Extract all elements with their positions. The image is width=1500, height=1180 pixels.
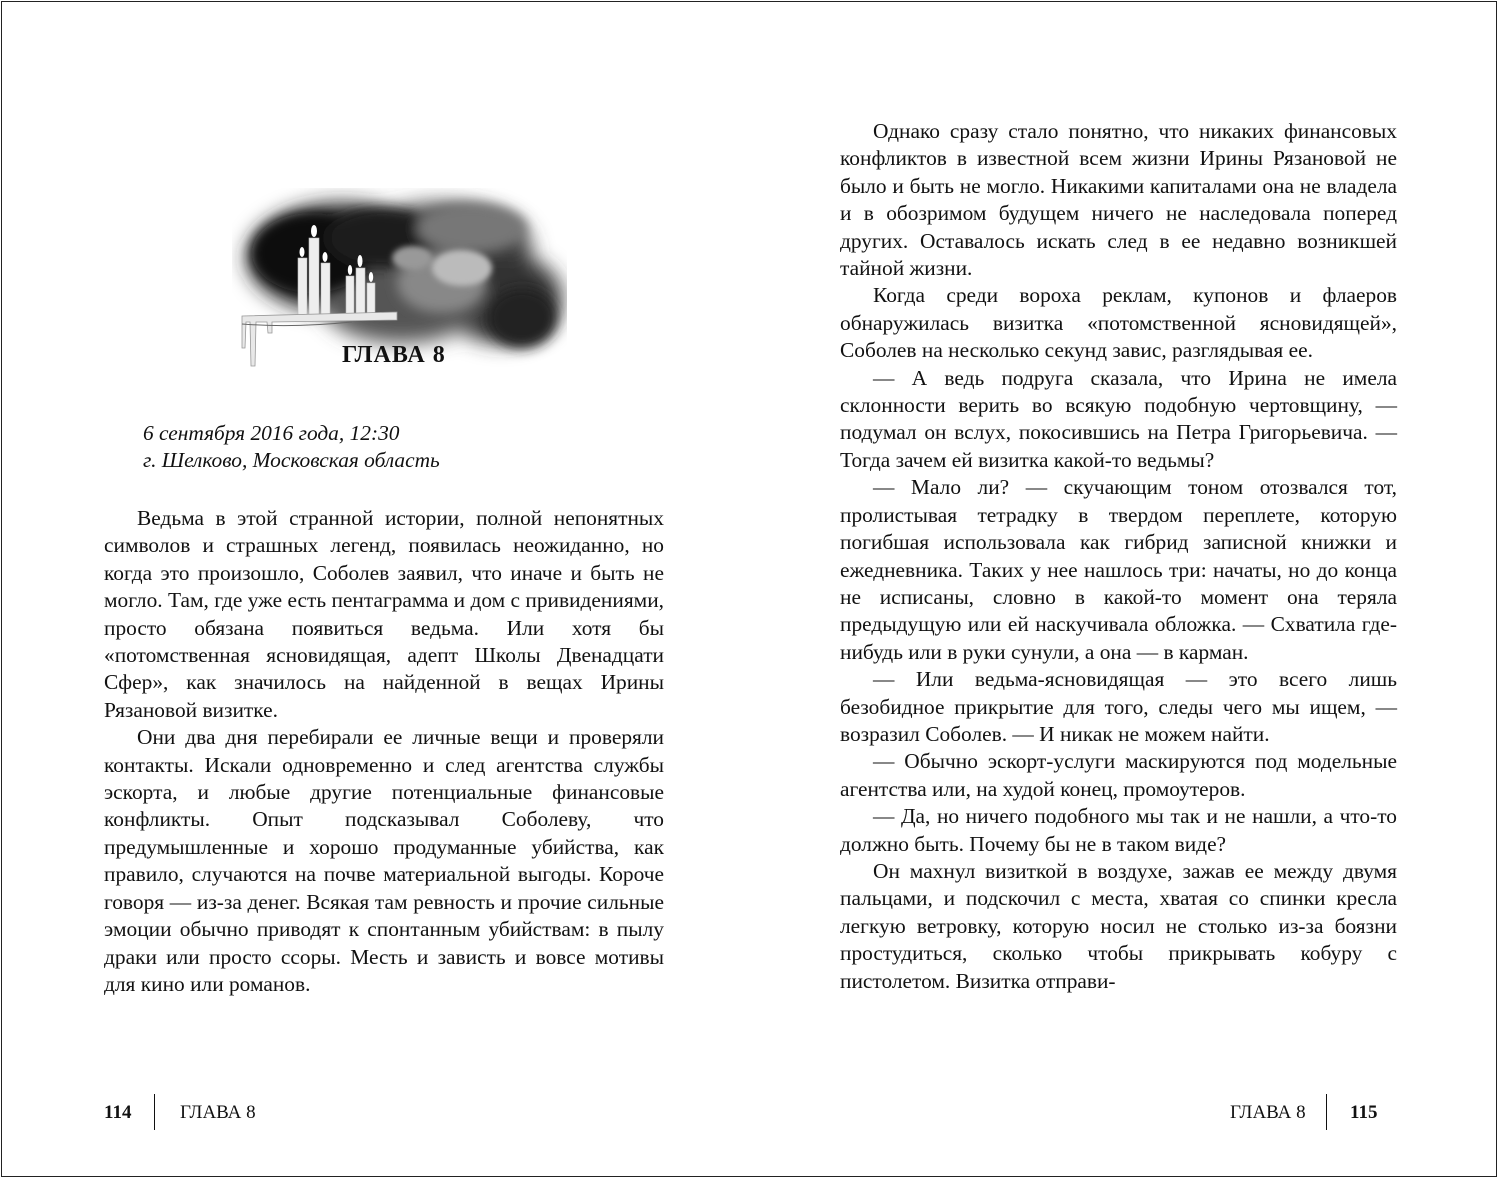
- paragraph: — Обычно эскорт-услуги маскируются под модельные агентства или, на худой конец, промоутеров.: [840, 749, 1397, 801]
- paragraph: Он махнул визиткой в воздухе, зажав ее между двумя пальцами, и подскочил с места, хватая со спинки кресла легкую ветровку, которую носил не столько из-за боязни простудиться, сколько чтобы прикрывать кобуру с пистолетом. Визитка отправи-: [840, 858, 1397, 993]
- left-body-text: [104, 505, 664, 998]
- paragraph: — Мало ли? — скучающим тоном отозвался тот, пролистывая тетрадку в твердом переплете, которую погибшая использовала как гибрид записной книжки и ежедневника. Таких у нее нашлось три: начаты, но до конца не исписаны, словно в какой-то момент она теряла предыдущую или ей наскучивала обложка. — Схватила где-нибудь или в руки сунули, а она — в карман.: [840, 475, 1397, 664]
- paragraph: — Да, но ничего подобного мы так и не нашли, а что-то должно быть. Почему бы не в таком виде?: [840, 804, 1397, 856]
- footer-divider: [154, 1094, 155, 1130]
- paragraph: — Или ведьма-ясновидящая — это всего лишь безобидное прикрытие для того, следы чего мы ищем, — возразил Соболев. — И никак не можем найти.: [840, 667, 1397, 746]
- dateline-place: г. Шелково, Московская область: [143, 448, 440, 473]
- footer-divider: [1326, 1094, 1327, 1130]
- dateline-date: 6 сентября 2016 года, 12:30: [143, 421, 400, 445]
- right-page: [750, 0, 1500, 1180]
- page-number: 115: [1350, 1102, 1378, 1123]
- paragraph: Ведьма в этой странной истории, полной непонятных символов и страшных легенд, появилась неожиданно, но когда это произошло, Соболев заявил, что иначе и быть не могло. Там, где уже есть пентаграмма и дом с привидениями, просто обязана появиться ведьма. Или хотя бы «потомственная ясновидящая, адепт Школы Двенадцати Сфер», как значилось на найденной в вещах Ирины Рязановой визитке.: [104, 506, 664, 722]
- dateline: [143, 420, 440, 475]
- paragraph: Они два дня перебирали ее личные вещи и проверяли контакты. Искали одновременно и след агентства службы эскорта, и любые другие потенциальные финансовые конфликты. Опыт подсказывал Соболеву, что предумышленные и хорошо продуманные убийства, как правило, случаются на почве материальной выгоды. Короче говоря — из-за денег. Всякая там ревность и прочие сильные эмоции обычно приводят к спонтанным убийствам: в пылу драки или просто ссоры. Месть и зависть и вовсе мотивы для кино или романов.: [104, 725, 664, 996]
- paragraph: Когда среди вороха реклам, купонов и флаеров обнаружилась визитка «потомственной ясновидящей», Соболев на несколько секунд завис, разглядывая ее.: [840, 283, 1397, 363]
- chapter-title: ГЛАВА 8: [342, 342, 446, 368]
- running-title: ГЛАВА 8: [180, 1102, 256, 1123]
- paragraph: — А ведь подруга сказала, что Ирина не имела склонности верить во всякую подобную чертовщину, — подумал он вслух, покосившись на Петра Григорьевича. — Тогда зачем ей визитка какой-то ведьмы?: [840, 365, 1397, 472]
- paragraph: Однако сразу стало понятно, что никаких финансовых конфликтов в известной всем жизни Ирины Рязановой не было и быть не могло. Никакими капиталами она не владела и в обозримом будущем ничего не наследовала поперед других. Оставалось искать след в ее недавно возникшей тайной жизни.: [840, 119, 1397, 281]
- right-body-text: [840, 118, 1397, 995]
- running-title: ГЛАВА 8: [1230, 1102, 1306, 1123]
- page-number: 114: [104, 1102, 132, 1123]
